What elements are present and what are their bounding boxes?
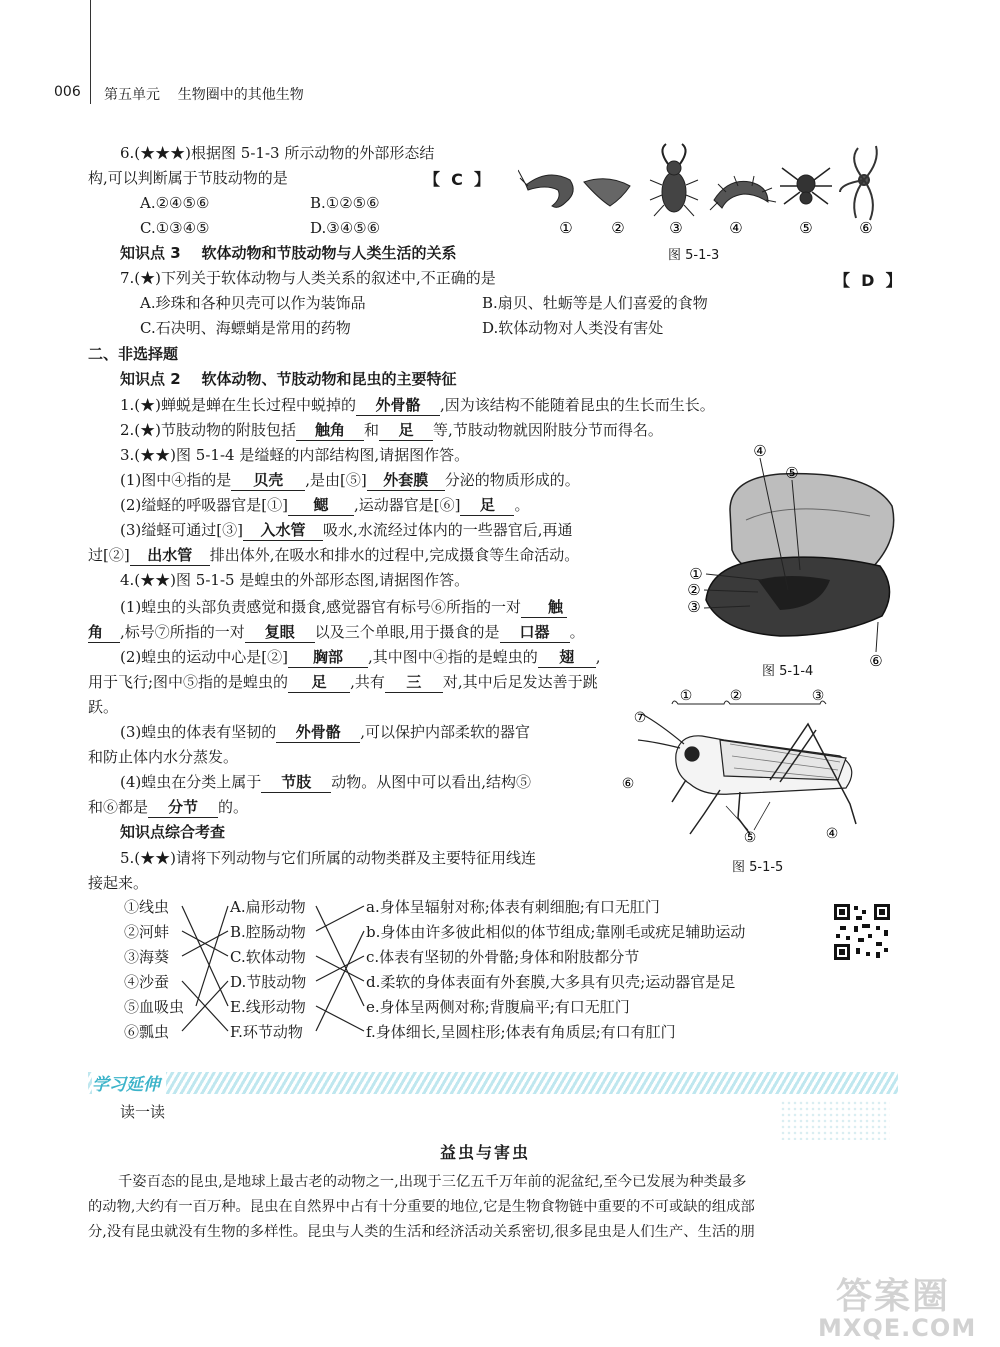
extension-banner: 学习延伸 [92, 1070, 166, 1095]
fill-4-answer-9: 节肢 [261, 772, 331, 793]
fill-2-answer-2: 足 [379, 420, 433, 441]
fill-4-answer-4: 胸部 [288, 647, 368, 668]
fig515-label-1: ① [679, 688, 693, 704]
fill-3-answer-2: 外套膜 [367, 470, 445, 491]
fig514-label-5: ⑤ [785, 464, 799, 482]
group-f: F.环节动物 [230, 1023, 303, 1041]
fig-5-1-4-caption: 图 5-1-4 [762, 664, 814, 679]
fig-5-1-5-caption: 图 5-1-5 [732, 860, 784, 875]
fill-4-part-2b: 用于飞行;图中⑤指的是蝗虫的 足 ,共有 三 对,其中后足发达善于跳 [88, 673, 598, 691]
article-line-2: 的动物,大约有一百万种。昆虫在自然界中占有十分重要的地位,它是生物食物链中重要的不可或缺的组成部 [88, 1199, 755, 1215]
q7-option-d: D.软体动物对人类没有害处 [482, 319, 664, 337]
article-line-3: 分,没有昆虫就没有生物的多样性。昆虫与人类的生活和经济活动关系密切,很多昆虫是人们生产、生活的朋 [88, 1224, 755, 1240]
q6-option-b: B.①②⑤⑥ [310, 194, 380, 212]
section-2-title: 二、非选择题 [88, 345, 179, 363]
fig513-label-4: ④ [729, 219, 743, 237]
group-a: A.扁形动物 [230, 898, 306, 916]
fig513-label-5: ⑤ [799, 219, 813, 237]
q7-stem: 7.(★)下列关于软体动物与人类关系的叙述中,不正确的是 [120, 269, 496, 287]
fill-4-answer-8: 外骨骼 [276, 722, 360, 743]
fig513-label-3: ③ [669, 219, 683, 237]
fill-4-answer-7: 三 [385, 672, 443, 693]
group-d: D.节肢动物 [230, 973, 307, 991]
fill-1-answer-1: 外骨骼 [356, 395, 440, 416]
fill-4-part-4b: 和⑥都是 分节 的。 [88, 798, 249, 816]
fill-3-answer-6: 出水管 [130, 545, 210, 566]
unit-title: 第五单元 生物圈中的其他生物 [104, 87, 304, 103]
fill-4-part-4a: (4)蝗虫在分类上属于 节肢 动物。从图中可以看出,结构⑤ [120, 773, 532, 791]
extension-sub: 读一读 [120, 1103, 166, 1121]
fig514-label-4: ④ [753, 442, 767, 460]
animal-6: ⑥瓢虫 [124, 1023, 170, 1041]
q6-option-d: D.③④⑤⑥ [310, 219, 381, 237]
fill-4-answer-1-cont: 角 [88, 622, 120, 643]
fill-5-stem-2: 接起来。 [88, 874, 149, 892]
fill-3-part-3a: (3)缢蛏可通过[③] 入水管 吸水,水流经过体内的一些器官后,再通 [120, 521, 573, 539]
kp3-heading: 知识点 3 软体动物和节肢动物与人类生活的关系 [120, 244, 457, 262]
watermark-url: MXQE.COM [818, 1314, 977, 1342]
fig-5-1-3-caption: 图 5-1-3 [668, 248, 720, 263]
fig515-label-3: ③ [811, 688, 825, 704]
fill-4-answer-1: 触 [521, 597, 567, 618]
fill-1: 1.(★)蝉蜕是蝉在生长过程中蜕掉的 外骨骼 ,因为该结构不能随着昆虫的生长而生长。 [120, 396, 715, 414]
fig515-label-4: ④ [825, 826, 839, 842]
extension-dots [780, 1100, 890, 1140]
q7-answer: 【 D 】 [834, 271, 902, 290]
fig513-label-6: ⑥ [859, 219, 873, 237]
fill-4-answer-6: 足 [288, 672, 350, 693]
feature-b: b.身体由许多彼此相似的体节组成;靠刚毛或疣足辅助运动 [366, 923, 746, 941]
animal-4: ④沙蚕 [124, 973, 170, 991]
fig515-label-7: ⑦ [633, 710, 647, 726]
fill-3-part-2: (2)缢蛏的呼吸器官是[①] 鳃 ,运动器官是[⑥] 足 。 [120, 496, 530, 514]
fill-3-answer-3: 鳃 [288, 495, 354, 516]
qr-code[interactable] [832, 902, 892, 962]
q6-stem-1: 6.(★★★)根据图 5-1-3 所示动物的外部形态结 [120, 144, 435, 162]
article-line-1: 千姿百态的昆虫,是地球上最古老的动物之一,出现于三亿五千万年前的泥盆纪,至今已发展为种类最多 [118, 1174, 747, 1190]
fill-3-stem: 3.(★★)图 5-1-4 是缢蛏的内部结构图,请据图作答。 [120, 446, 470, 464]
group-e: E.线形动物 [230, 998, 306, 1016]
fill-3-answer-5: 入水管 [243, 520, 323, 541]
fig514-label-1: ① [689, 565, 703, 583]
fill-4-part-3a: (3)蝗虫的体表有坚韧的 外骨骼 ,可以保护内部柔软的器官 [120, 723, 531, 741]
fill-2: 2.(★)节肢动物的附肢包括 触角 和 足 等,节肢动物就因附肢分节而得名。 [120, 421, 663, 439]
article-title: 益虫与害虫 [440, 1143, 531, 1162]
fill-3-answer-4: 足 [460, 495, 514, 516]
animal-3: ③海葵 [124, 948, 170, 966]
q7-option-b: B.扇贝、牡蛎等是人们喜爱的食物 [482, 294, 708, 312]
q6-answer: 【 C 】 [424, 170, 491, 189]
fill-4-answer-5: 翅 [538, 647, 596, 668]
fill-4-part-3b: 和防止体内水分蒸发。 [88, 748, 239, 766]
q7-option-c: C.石决明、海螵蛸是常用的药物 [140, 319, 351, 337]
q6-option-c: C.①③④⑤ [140, 219, 210, 237]
group-b: B.腔肠动物 [230, 923, 306, 941]
fill-3-part-3b: 过[②] 出水管 排出体外,在吸水和排水的过程中,完成摄食等生命活动。 [88, 546, 580, 564]
extension-banner-stripe [88, 1072, 898, 1094]
feature-d: d.柔软的身体表面有外套膜,大多具有贝壳;运动器官是足 [366, 973, 736, 991]
feature-c: c.体表有坚韧的外骨骼;身体和附肢都分节 [366, 948, 640, 966]
fill-4-part-2c: 跃。 [88, 698, 119, 716]
q6-option-a: A.②④⑤⑥ [140, 194, 210, 212]
feature-f: f.身体细长,呈圆柱形;体表有角质层;有口有肛门 [366, 1023, 676, 1041]
fill-4-answer-2: 复眼 [245, 622, 315, 643]
fill-2-answer-1: 触角 [296, 420, 364, 441]
fill-4-answer-3: 口器 [500, 622, 570, 643]
animal-2: ②河蚌 [124, 923, 170, 941]
kp-comprehensive-heading: 知识点综合考查 [120, 823, 226, 841]
q6-stem-2: 构,可以判断属于节肢动物的是 [88, 169, 288, 187]
group-c: C.软体动物 [230, 948, 306, 966]
fill-3-part-1: (1)图中④指的是 贝壳 ,是由[⑤] 外套膜 分泌的物质形成的。 [120, 471, 580, 489]
fig515-label-2: ② [729, 688, 743, 704]
fig514-label-6: ⑥ [869, 652, 883, 670]
page-number: 006 [54, 84, 81, 100]
fill-5-stem-1: 5.(★★)请将下列动物与它们所属的动物类群及主要特征用线连 [120, 849, 537, 867]
fill-4-stem: 4.(★★)图 5-1-5 是蝗虫的外部形态图,请据图作答。 [120, 571, 470, 589]
watermark-logo: 答案圈 [836, 1276, 951, 1317]
fig515-label-5: ⑤ [743, 830, 757, 844]
fill-4-part-1b: 角 ,标号⑦所指的一对 复眼 以及三个单眼,用于摄食的是 口器 。 [88, 623, 585, 641]
feature-a: a.身体呈辐射对称;体表有刺细胞;有口无肛门 [366, 898, 660, 916]
fig515-label-6: ⑥ [621, 776, 635, 792]
fig514-label-3: ③ [687, 598, 701, 616]
fig513-label-2: ② [611, 219, 625, 237]
feature-e: e.身体呈两侧对称;背腹扁平;有口无肛门 [366, 998, 630, 1016]
q7-option-a: A.珍珠和各种贝壳可以作为装饰品 [140, 294, 366, 312]
fill-4-part-1a: (1)蝗虫的头部负责感觉和摄食,感觉器官有标号⑥所指的一对 触 [120, 597, 567, 618]
kp2-heading: 知识点 2 软体动物、节肢动物和昆虫的主要特征 [120, 370, 457, 388]
fig513-label-1: ① [559, 219, 573, 237]
animal-5: ⑤血吸虫 [124, 998, 185, 1016]
fig514-label-2: ② [687, 581, 701, 599]
fill-4-answer-10: 分节 [148, 797, 218, 818]
fill-4-part-2a: (2)蝗虫的运动中心是[②] 胸部 ,其中图中④指的是蝗虫的 翅 , [120, 648, 601, 666]
animal-1: ①线虫 [124, 898, 170, 916]
fill-3-answer-1: 贝壳 [231, 470, 305, 491]
